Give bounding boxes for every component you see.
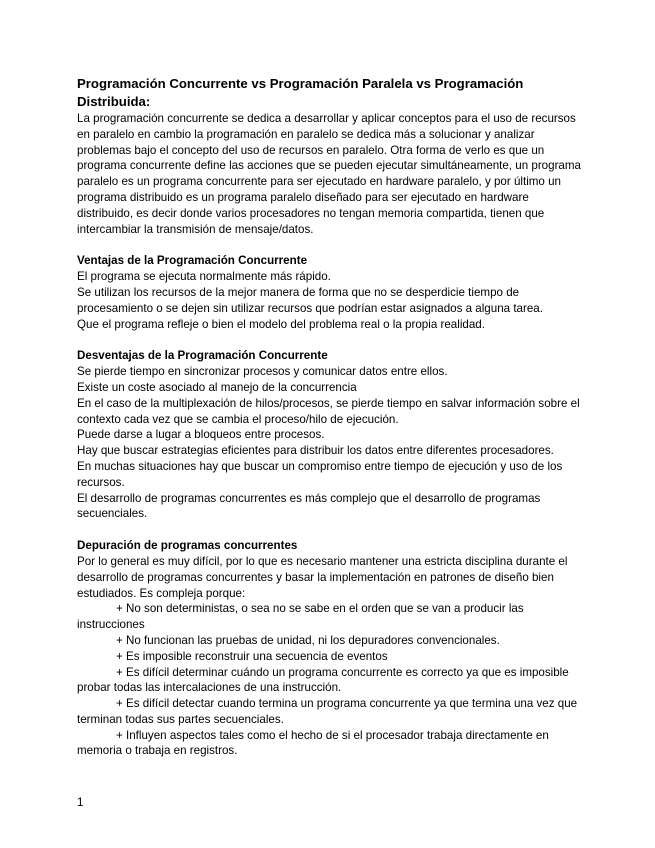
depuracion-bullet: + No funcionan las pruebas de unidad, ni los depuradores convencionales. <box>116 633 500 647</box>
desventajas-item: En el caso de la multiplexación de hilos/procesos, se pierde tiempo en salvar información sobre el contexto cada vez que se cambia el proceso/hilo de ejecución. <box>77 396 580 426</box>
desventajas-section <box>77 348 582 522</box>
ventajas-item: El programa se ejecuta normalmente más rápido. <box>77 270 331 284</box>
depuracion-bullet: + Es difícil detectar cuando termina un programa concurrente ya que termina una vez que terminan todas sus partes secuenciales. <box>77 697 578 726</box>
desventajas-item: El desarrollo de programas concurrentes es más complejo que el desarrollo de programas secuenciales. <box>77 491 541 521</box>
depuracion-intro: Por lo general es muy difícil, por lo que es necesario mantener una estricta disciplina durante el desarrollo de programas concurrentes y basar la implementación en patrones de diseño bien estudiados. Es compleja porque: <box>77 554 568 600</box>
depuracion-bullet: + Es difícil determinar cuándo un programa concurrente es correcto ya que es imposible probar todas las intercalaciones de una instrucción. <box>77 665 569 695</box>
depuracion-bullet: + Influyen aspectos tales como el hecho de si el procesador trabaja directamente en memoria o trabaja en registros. <box>77 728 549 758</box>
document-body <box>77 75 582 759</box>
ventajas-item: Que el programa refleje o bien el modelo del problema real o la propia realidad. <box>77 317 485 331</box>
ventajas-item: Se utilizan los recursos de la mejor manera de forma que no se desperdicie tiempo de procesamiento o se dejen sin utilizar recursos que podrían estar asignados a alguna tarea. <box>77 285 543 315</box>
desventajas-item: Hay que buscar estrategias eficientes para distribuir los datos entre diferentes procesadores. <box>77 444 554 458</box>
depuracion-section <box>77 538 582 759</box>
intro-paragraph: La programación concurrente se dedica a desarrollar y aplicar conceptos para el uso de recursos en paralelo en cambio la programación en paralelo se dedica más a solucionar y analizar problemas bajo el concepto del uso de recursos en paralelo. Otra forma de verlo es que un programa concurrente define las acciones que se pueden ejecutar simultáneamente, un programa paralelo es un programa concurrente para ser ejecutado en hardware paralelo, y por último un programa distribuido es un programa paralelo diseñado para ser ejecutado en hardware distribuido, es decir donde varios procesadores no tengan memoria compartida, tienen que intercambiar la transmisión de mensaje/datos. <box>77 112 581 236</box>
ventajas-section <box>77 253 582 332</box>
depuracion-bullet: + No son deterministas, o sea no se sabe en el orden que se van a producir las instrucciones <box>77 602 524 632</box>
desventajas-item: Existe un coste asociado al manejo de la concurrencia <box>77 380 357 394</box>
depuracion-heading: Depuración de programas concurrentes <box>77 539 298 553</box>
ventajas-heading: Ventajas de la Programación Concurrente <box>77 254 308 268</box>
desventajas-item: Puede darse a lugar a bloqueos entre procesos. <box>77 428 325 442</box>
document-title: Programación Concurrente vs Programación Paralela vs Programación Distribuida: <box>77 76 524 109</box>
page-number: 1 <box>77 796 84 809</box>
desventajas-heading: Desventajas de la Programación Concurrente <box>77 349 328 363</box>
desventajas-item: Se pierde tiempo en sincronizar procesos y comunicar datos entre ellos. <box>77 365 448 379</box>
depuracion-bullet: + Es imposible reconstruir una secuencia de eventos <box>116 649 388 663</box>
desventajas-item: En muchas situaciones hay que buscar un compromiso entre tiempo de ejecución y uso de los recursos. <box>77 459 563 489</box>
